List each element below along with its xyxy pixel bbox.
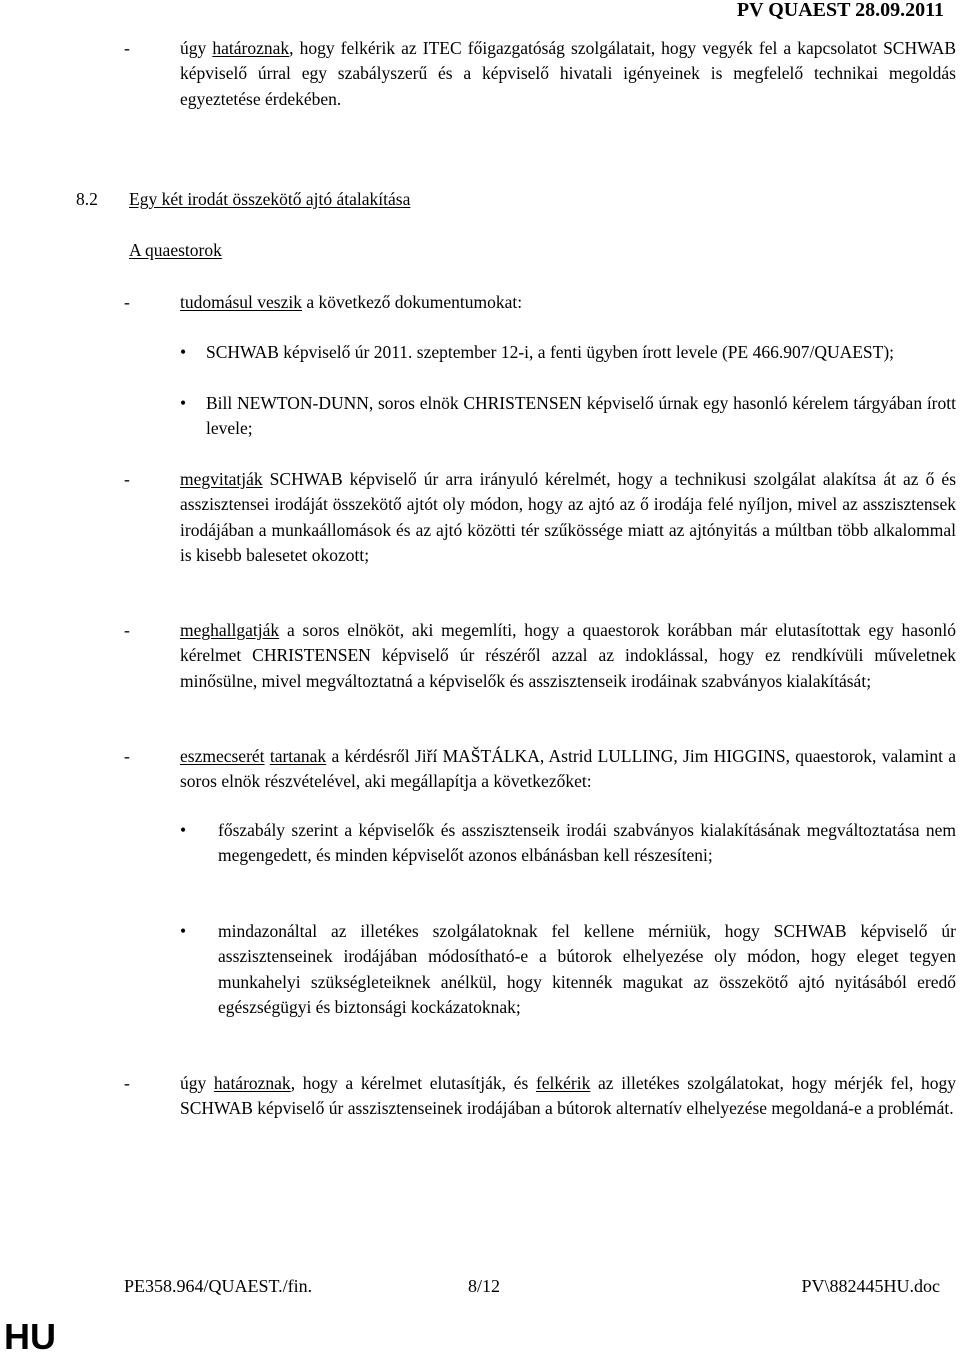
list-dash: -: [124, 38, 130, 58]
underlined-verb: tudomásul veszik: [180, 292, 302, 312]
section-title: Egy két irodát összekötő ajtó átalakítása: [129, 189, 411, 209]
footer-file-name: PV\882445HU.doc: [801, 1276, 940, 1296]
decision-text: [180, 467, 956, 569]
bullet-item: [180, 340, 956, 365]
decision-text: [180, 1071, 956, 1122]
list-dash: -: [124, 292, 130, 312]
decision-text: [180, 744, 956, 795]
underlined-verb: meghallgatják: [180, 620, 280, 640]
underlined-verb: határoznak: [212, 38, 290, 58]
footer-document-id: PE358.964/QUAEST./fin.: [124, 1276, 313, 1296]
text-run: a kérdésről Jiří MAŠTÁLKA, Astrid LULLING, Jim HIGGINS, quaestorok, valamint a soros elnök részvételével, aki megállapítja a következőket:: [180, 746, 956, 792]
list-dash: -: [124, 746, 130, 766]
decision-text: [180, 290, 956, 315]
section-subject: A quaestorok: [129, 240, 222, 260]
text-run: úgy: [180, 38, 213, 58]
list-dash: -: [124, 469, 130, 489]
decision-item-rejection: [124, 1071, 956, 1122]
underlined-verb: eszmecserét: [180, 746, 265, 766]
text-run: , hogy felkérik az ITEC főigazgatóság szolgálatait, hogy vegyék fel a kapcsolatot SCHWAB képviselő úrral egy szabályszerű és a képviselő hivatali igényeinek is megfelelő technikai megoldás egyeztetése érdekében.: [180, 38, 957, 109]
decision-item-exchange: [124, 744, 956, 795]
decision-text: [180, 36, 956, 112]
bullet-item: [180, 818, 956, 869]
bullet-text: SCHWAB képviselő úr 2011. szeptember 12-i, a fenti ügyben írott levele (PE 466.907/QUAEST);: [206, 342, 895, 362]
decision-text: [180, 618, 956, 694]
decision-item-hearing: [124, 618, 956, 694]
bullet-icon: •: [180, 921, 187, 941]
underlined-verb: megvitatják: [180, 469, 263, 489]
bullet-item: [180, 919, 956, 1021]
bullet-text: főszabály szerint a képviselők és asszisztenseik irodái szabványos kialakításának megváltoztatása nem megengedett, és minden képviselőt azonos elbánásban kell részesíteni;: [218, 820, 956, 866]
section-number: 8.2: [76, 189, 98, 209]
underlined-verb: tartanak: [269, 746, 327, 766]
list-dash: -: [124, 1073, 130, 1093]
bullet-icon: •: [180, 393, 187, 413]
text-run: SCHWAB képviselő úr arra irányuló kérelmét, hogy a technikusi szolgálat alakítsa át az ő és asszisztensei irodáját összekötő ajtót oly módon, hogy az ajtó az ő irodája felé nyíljon, mivel az asszisztensek irodájában a munkaállomások és az ajtó közötti tér szűkössége miatt az ajtónyitás a múltban több alkalommal is kisebb balesetet okozott;: [180, 469, 956, 566]
decision-item-documents: [124, 290, 956, 315]
footer-page-number: 8/12: [468, 1276, 501, 1296]
underlined-verb: felkérik: [535, 1073, 591, 1093]
text-run: úgy: [180, 1073, 214, 1093]
list-dash: -: [124, 620, 130, 640]
text-run: az illetékes szolgálatokat, hogy mérjék fel, hogy SCHWAB képviselő úr asszisztenseinek irodájában a bútorok alternatív elhelyezése megoldaná-e a problémát.: [180, 1073, 957, 1119]
bullet-icon: •: [180, 342, 187, 362]
bullet-text: mindazonáltal az illetékes szolgálatoknak fel kellene mérniük, hogy SCHWAB képviselő úr asszisztenseinek irodájában módosítható-e a bútorok elhelyezése oly módon, hogy eleget tegyen munkahelyi szükségleteiknek anélkül, hogy kitennék magukat az összekötő ajtó nyitásából eredő egészségügyi és biztonsági kockázatoknak;: [218, 921, 956, 1018]
bullet-icon: •: [180, 820, 187, 840]
bullet-item: [180, 391, 956, 442]
decision-item-itec: [124, 36, 956, 112]
text-run: a soros elnököt, aki megemlíti, hogy a quaestorok korábban már elutasítottak egy hasonló kérelmet CHRISTENSEN képviselő úr részéről azzal az indoklással, hogy ez rendkívüli műveletnek minősülne, mivel megváltoztatná a képviselők és asszisztenseik irodáinak szabványos kialakítását;: [180, 620, 956, 691]
underlined-verb: határoznak: [213, 1073, 291, 1093]
language-code: HU: [4, 1316, 56, 1357]
decision-item-discussion: [124, 467, 956, 569]
text-run: a következő dokumentumokat:: [302, 292, 523, 312]
document-reference-header: PV QUAEST 28.09.2011: [736, 0, 944, 21]
bullet-text: Bill NEWTON-DUNN, soros elnök CHRISTENSEN képviselő úrnak egy hasonló kérelem tárgyában írott levele;: [206, 393, 956, 439]
text-run: , hogy a kérelmet elutasítják, és: [290, 1073, 536, 1093]
